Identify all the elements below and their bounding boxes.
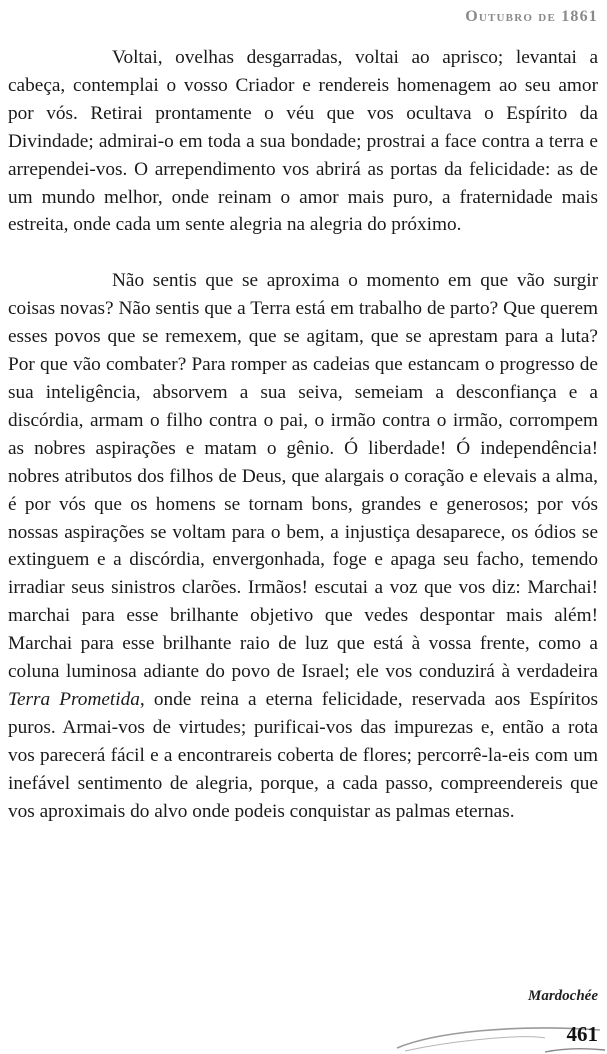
- page-body: [8, 44, 598, 825]
- running-header: Outubro de 1861: [465, 8, 598, 25]
- paragraph-2: [8, 267, 598, 825]
- paragraph-1: Voltai, ovelhas desgarradas, voltai ao aprisco; levantai a cabeça, contemplai o vosso Criador e rendereis homenagem ao seu amor por vós. Retirai prontamente o véu que vos ocultava o Espírito da Divindade; admirai-o em toda a sua bondade; prostrai a face contra a terra e arrependei-vos. O arrependimento vos abrirá as portas da felicidade: as de um mundo melhor, onde reinam o amor mais puro, a fraternidade mais estreita, onde cada um sente alegria na alegria do próximo.: [8, 47, 598, 236]
- paragraph-2-text-a: Não sentis que se aproxima o momento em que vão surgir coisas novas? Não sentis que a Terra está em trabalho de parto? Que querem esses povos que se remexem, que se agitam, que se aprestam para a luta? Por que vão combater? Para romper as cadeias que estancam o progresso de sua inteligência, absorvem a sua seiva, semeiam a desconfiança e a discórdia, armam o filho contra o pai, o irmão contra o irmão, corrompem as nobres aspirações e matam o gênio. Ó liberdade! Ó independência! nobres atributos dos filhos de Deus, que alargais o coração e elevais a alma, é por vós que os homens se tornam bons, grandes e generosos; por vós nossas aspirações se voltam para o bem, a injustiça desaparece, os ódios se extinguem e a discórdia, envergonhada, foge e apaga seu facho, temendo irradiar seus sinistros clarões. Irmãos! escutai a voz que vos diz: Marchai! marchai para esse brilhante objetivo que vedes despontar mais além! Marchai para esse brilhante raio de luz que está à vossa frente, como a coluna luminosa adiante do povo de Israel; ele vos conduzirá à verdadeira: [8, 270, 598, 683]
- paragraph-2-text-b: , onde reina a eterna felicidade, reservada aos Espíritos puros. Armai-vos de virtudes; purificai-vos das impurezas e, então a rota vos parecerá fácil e a encontrareis coberta de flores; percorrê-la-eis com um inefável sentimento de alegria, porque, a cada passo, compreendereis que vos aproximais do alvo onde podeis conquistar as palmas eternas.: [8, 688, 598, 822]
- author-signature: Mardochée: [528, 988, 598, 1004]
- page-number: 461: [566, 1022, 598, 1046]
- paragraph-2-italic-term: Terra Prometida: [8, 688, 140, 710]
